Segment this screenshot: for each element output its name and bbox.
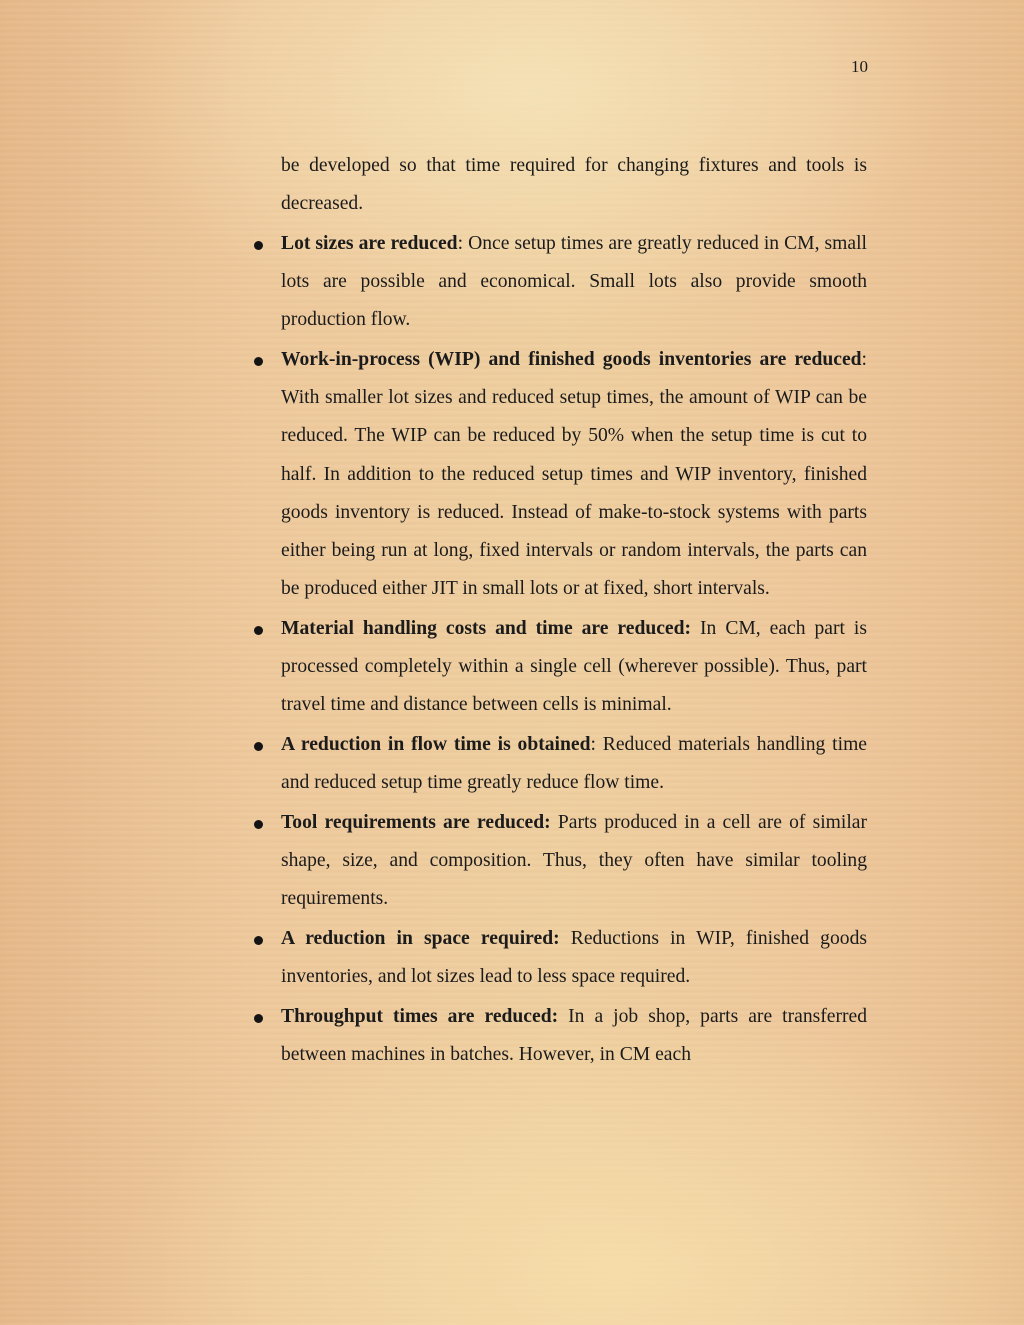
bullet-space-required	[281, 920, 867, 996]
bullet-separator: :	[457, 232, 469, 254]
bullet-term: A reduction in flow time is obtained	[281, 734, 591, 756]
bullet-dot-icon	[254, 742, 263, 751]
bullet-term: Lot sizes are reduced	[281, 232, 458, 254]
bullet-term: Work-in-process (WIP) and finished goods inventories are reduced	[281, 349, 862, 371]
bullet-text: Parts produced in a cell are of similar shape, size, and composition. Thus, they often have similar tooling requirements.	[281, 811, 867, 910]
bullet-dot-icon	[254, 1014, 263, 1023]
bullet-separator	[560, 928, 571, 949]
bullet-tool-requirements	[281, 804, 867, 919]
bullet-dot-icon	[254, 241, 263, 250]
intro-paragraph: be developed so that time required for changing fixtures and tools is decreased.	[281, 155, 867, 215]
bullet-separator: :	[590, 734, 603, 756]
bullet-term: Tool requirements are reduced:	[281, 811, 551, 833]
bullet-separator	[558, 1006, 568, 1027]
bullet-separator	[691, 618, 700, 639]
bullet-separator: :	[861, 349, 867, 371]
bullet-text: Reductions in WIP, finished goods inventories, and lot sizes lead to less space required.	[281, 928, 867, 988]
page-number: 10	[851, 57, 868, 76]
bullet-text: With smaller lot sizes and reduced setup times, the amount of WIP can be reduced. The WIP can be reduced by 50% when the setup time is cut to half. In addition to the reduced setup times and WIP inventory, finished goods inventory is reduced. Instead of make-to-stock systems with parts either being run at long, fixed intervals or random intervals, the parts can be produced either JIT in small lots or at fixed, short intervals.	[281, 387, 867, 600]
bullet-separator	[551, 812, 558, 833]
body-text	[281, 147, 867, 1074]
bullet-material-handling	[281, 610, 867, 725]
bullet-term: A reduction in space required:	[281, 928, 560, 950]
bullet-text: In CM, each part is processed completely within a single cell (wherever possible). Thus, part travel time and distance between cells is minimal.	[281, 617, 867, 716]
bullet-dot-icon	[254, 626, 263, 635]
bullet-dot-icon	[254, 357, 263, 366]
bullet-dot-icon	[254, 820, 263, 829]
bullet-text: Reduced materials handling time and reduced setup time greatly reduce flow time.	[281, 734, 868, 794]
bullet-text: In a job shop, parts are transferred between machines in batches. However, in CM each	[281, 1005, 868, 1066]
bullet-text: Once setup times are greatly reduced in CM, small lots are possible and economical. Small lots also provide smooth production flow.	[281, 232, 867, 331]
bullet-term: Throughput times are reduced:	[281, 1005, 559, 1027]
bullet-term: Material handling costs and time are reduced:	[281, 617, 692, 639]
bullet-lot-sizes	[281, 225, 867, 340]
bullet-wip-inventories	[281, 341, 867, 608]
bullet-dot-icon	[254, 936, 263, 945]
bullet-throughput-times	[281, 998, 867, 1074]
bullet-flow-time	[281, 726, 867, 802]
